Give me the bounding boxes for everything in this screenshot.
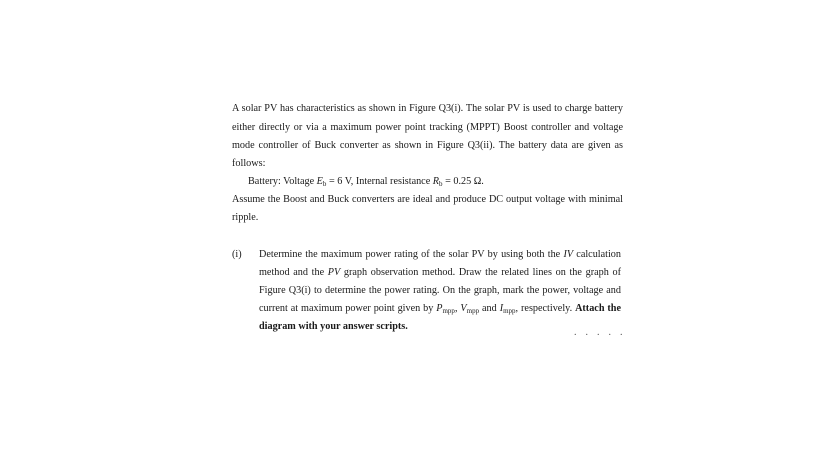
- intro-line-4: follows:: [232, 158, 266, 169]
- assumption-line-1: Assume the Boost and Buck converters are ideal and produce DC output voltage with minimal: [232, 194, 623, 205]
- question-line-1: [259, 249, 621, 261]
- vmpp-symbol: V: [460, 303, 467, 314]
- q-l4-text: current at maximum power point given by: [259, 303, 437, 314]
- intro-line-2: either directly or via a maximum power point tracking (MPPT) Boost controller and voltage: [232, 122, 623, 133]
- eb-symbol: E: [316, 176, 323, 187]
- attach-instruction: Attach the: [575, 303, 621, 314]
- impp-symbol: I: [499, 303, 504, 314]
- battery-data: [248, 176, 484, 188]
- rb-subscript: b: [439, 180, 443, 188]
- eb-subscript: b: [322, 180, 327, 188]
- question-label: (i): [232, 249, 242, 260]
- intro-line-3: mode controller of Buck converter as shown in Figure Q3(ii). The battery data are given as: [232, 140, 623, 151]
- q-l1-text: Determine the maximum power rating of the solar PV by using both the: [259, 249, 564, 260]
- vmpp-subscript: mpp: [466, 307, 480, 315]
- impp-subscript: mpp: [503, 307, 516, 315]
- question-line-2: [259, 267, 621, 279]
- pmpp-subscript: mpp: [442, 307, 455, 315]
- intro-line-1: A solar PV has characteristics as shown in Figure Q3(i). The solar PV is used to charge battery: [232, 103, 623, 114]
- rb-symbol: R: [432, 176, 440, 187]
- rb-value: = 0.25 Ω.: [442, 176, 484, 187]
- battery-prefix: Battery: Voltage: [248, 176, 317, 187]
- assumption-line-2: ripple.: [232, 212, 259, 223]
- question-line-4: [259, 303, 621, 315]
- attach-instruction-end: diagram with your answer scripts.: [259, 321, 408, 332]
- question-line-5: [259, 321, 408, 333]
- pv-term: PV: [327, 267, 341, 278]
- q-l4-tail: , respectively.: [515, 303, 576, 314]
- q-l2-text: method and the: [259, 267, 328, 278]
- continuation-dots: .....: [574, 327, 632, 338]
- q-l4-comma: ,: [454, 303, 461, 314]
- q-l1-tail: calculation: [573, 249, 621, 260]
- iv-term: IV: [563, 249, 574, 260]
- q-l2-tail: graph observation method. Draw the related lines on the graph of: [340, 267, 621, 278]
- q-l4-and: and: [479, 303, 500, 314]
- question-line-3: Figure Q3(i) to determine the power rating. On the graph, mark the power, voltage and: [259, 285, 621, 296]
- pmpp-symbol: P: [436, 303, 443, 314]
- eb-value: = 6 V, Internal resistance: [326, 176, 433, 187]
